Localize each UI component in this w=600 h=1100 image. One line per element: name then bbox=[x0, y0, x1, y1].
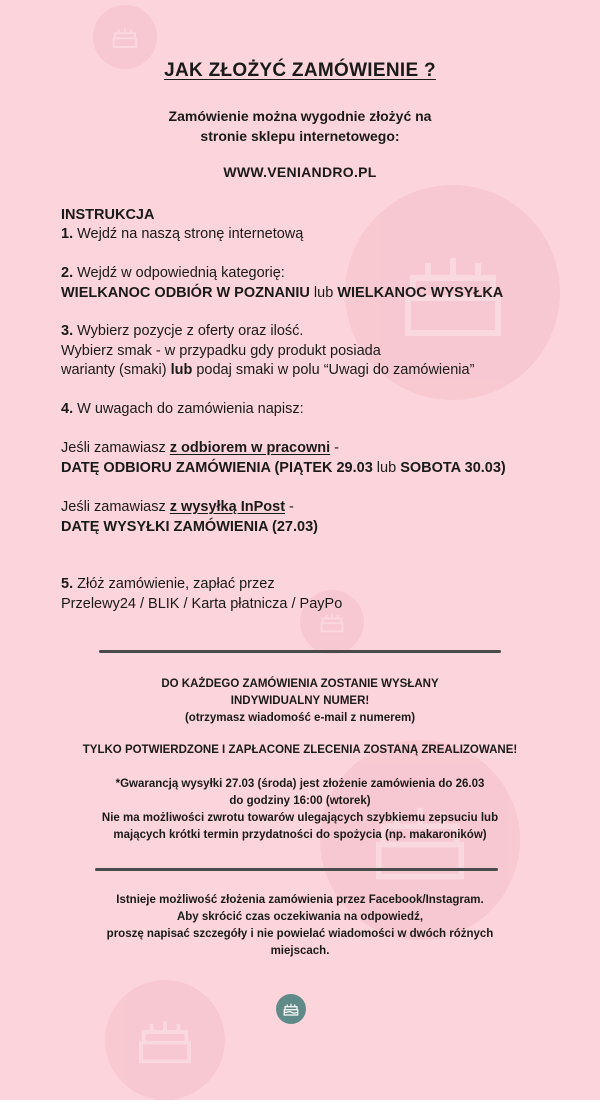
divider-1 bbox=[99, 650, 501, 653]
intro-text: Zamówienie można wygodnie złożyć na stronie sklepu internetowego: bbox=[168, 108, 432, 144]
step-4: 4. W uwagach do zamówienia napisz: bbox=[61, 401, 304, 417]
cake-icon bbox=[282, 1000, 300, 1018]
divider-2 bbox=[95, 868, 498, 871]
pickup-option: Jeśli zamawiasz z odbiorem w pracowni - DATĘ ODBIORU ZAMÓWIENIA (PIĄTEK 29.03 lub SOBOTA 30.03) bbox=[61, 440, 506, 476]
page-title: JAK ZŁOŻYĆ ZAMÓWIENIE ? bbox=[164, 60, 436, 81]
step-2: 2. Wejdź w odpowiednią kategorię: WIELKANOC ODBIÓR W POZNANIU lub WIELKANOC WYSYŁKA bbox=[61, 265, 504, 301]
shipping-option: Jeśli zamawiasz z wysyłką InPost - DATĘ WYSYŁKI ZAMÓWIENIA (27.03) bbox=[61, 499, 318, 535]
notice-paid-orders: TYLKO POTWIERDZONE I ZAPŁACONE ZLECENIA ZOSTANĄ ZREALIZOWANE! bbox=[82, 744, 518, 756]
shipping-link: z wysyłką InPost bbox=[169, 499, 286, 515]
step-1: 1. Wejdź na naszą stronę internetową bbox=[61, 226, 304, 242]
notice-social-orders: Istnieje możliwość złożenia zamówienia przez Facebook/Instagram. Aby skrócić czas oczekiwania na odpowiedź, proszę napisać szczegóły i nie powielać wiadomości w dwóch różnych miejscach. bbox=[106, 894, 494, 957]
instructions-heading: INSTRUKCJA bbox=[61, 207, 155, 223]
notice-order-number: DO KAŻDEGO ZAMÓWIENIA ZOSTANIE WYSŁANY INDYWIDUALNY NUMER! (otrzymasz wiadomość e-mail z numerem) bbox=[161, 678, 439, 724]
step-5: 5. Złóż zamówienie, zapłać przez Przelewy24 / BLIK / Karta płatnicza / PayPo bbox=[61, 576, 343, 612]
step-3: 3. Wybierz pozycje z oferty oraz ilość. Wybierz smak - w przypadku gdy produkt posiada warianty (smaki) lub podaj smaki w polu “Uwagi do zamówienia” bbox=[61, 323, 475, 378]
pickup-link: z odbiorem w pracowni bbox=[169, 440, 331, 456]
notice-shipping-guarantee: *Gwarancją wysyłki 27.03 (środa) jest złożenie zamówienia do 26.03 do godziny 16:00 (wtorek) Nie ma możliwości zwrotu towarów ulegających szybkiemu zepsuciu lub mających krótki termin przydatności do spożycia (np. makaroników) bbox=[101, 778, 499, 841]
brand-logo bbox=[276, 994, 306, 1024]
shop-url[interactable]: WWW.VENIANDRO.PL bbox=[223, 164, 377, 180]
